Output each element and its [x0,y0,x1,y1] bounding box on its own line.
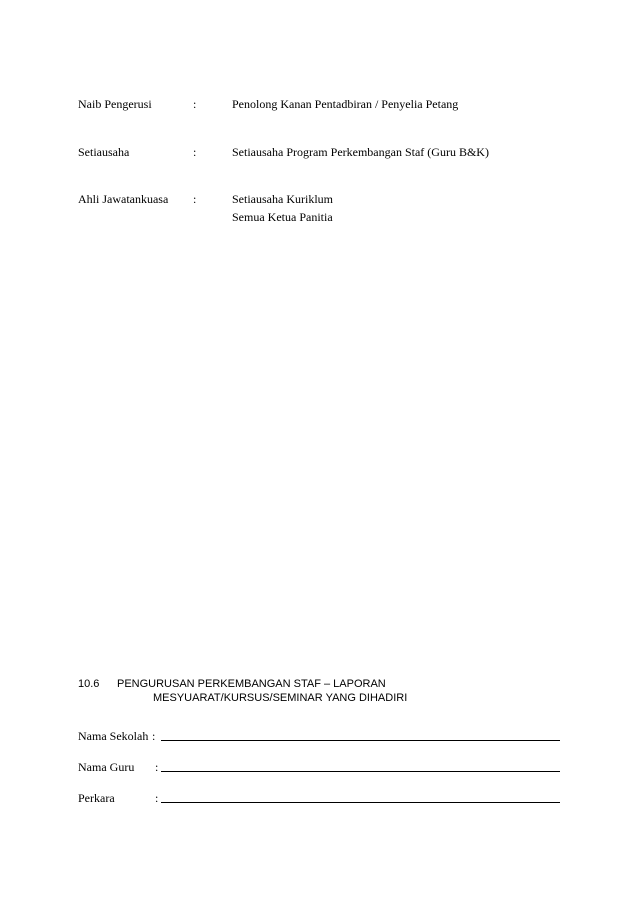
fill-line[interactable] [161,802,560,803]
field-label: Perkara [78,791,115,805]
row-value: Semua Ketua Panitia [232,210,333,224]
field-label: Nama Sekolah [78,729,149,743]
section-title-line2: MESYUARAT/KURSUS/SEMINAR YANG DIHADIRI [153,692,408,704]
row-value: Setiausaha Program Perkembangan Staf (Guru B&K) [232,145,489,159]
fill-line[interactable] [161,771,560,772]
field-separator: : [152,729,156,743]
field-label: Nama Guru [78,760,135,774]
row-value: Setiausaha Kuriklum [232,192,333,206]
field-separator: : [155,791,159,805]
row-label: Naib Pengerusi [78,97,152,111]
row-separator: : [193,97,197,111]
row-separator: : [193,145,197,159]
row-value: Penolong Kanan Pentadbiran / Penyelia Petang [232,97,459,111]
section-title-line1: PENGURUSAN PERKEMBANGAN STAF – LAPORAN [117,678,386,690]
row-separator: : [193,192,197,206]
row-label: Ahli Jawatankuasa [78,192,169,206]
fill-line[interactable] [161,740,560,741]
section-number: 10.6 [78,678,100,690]
row-label: Setiausaha [78,145,130,159]
field-separator: : [155,760,159,774]
